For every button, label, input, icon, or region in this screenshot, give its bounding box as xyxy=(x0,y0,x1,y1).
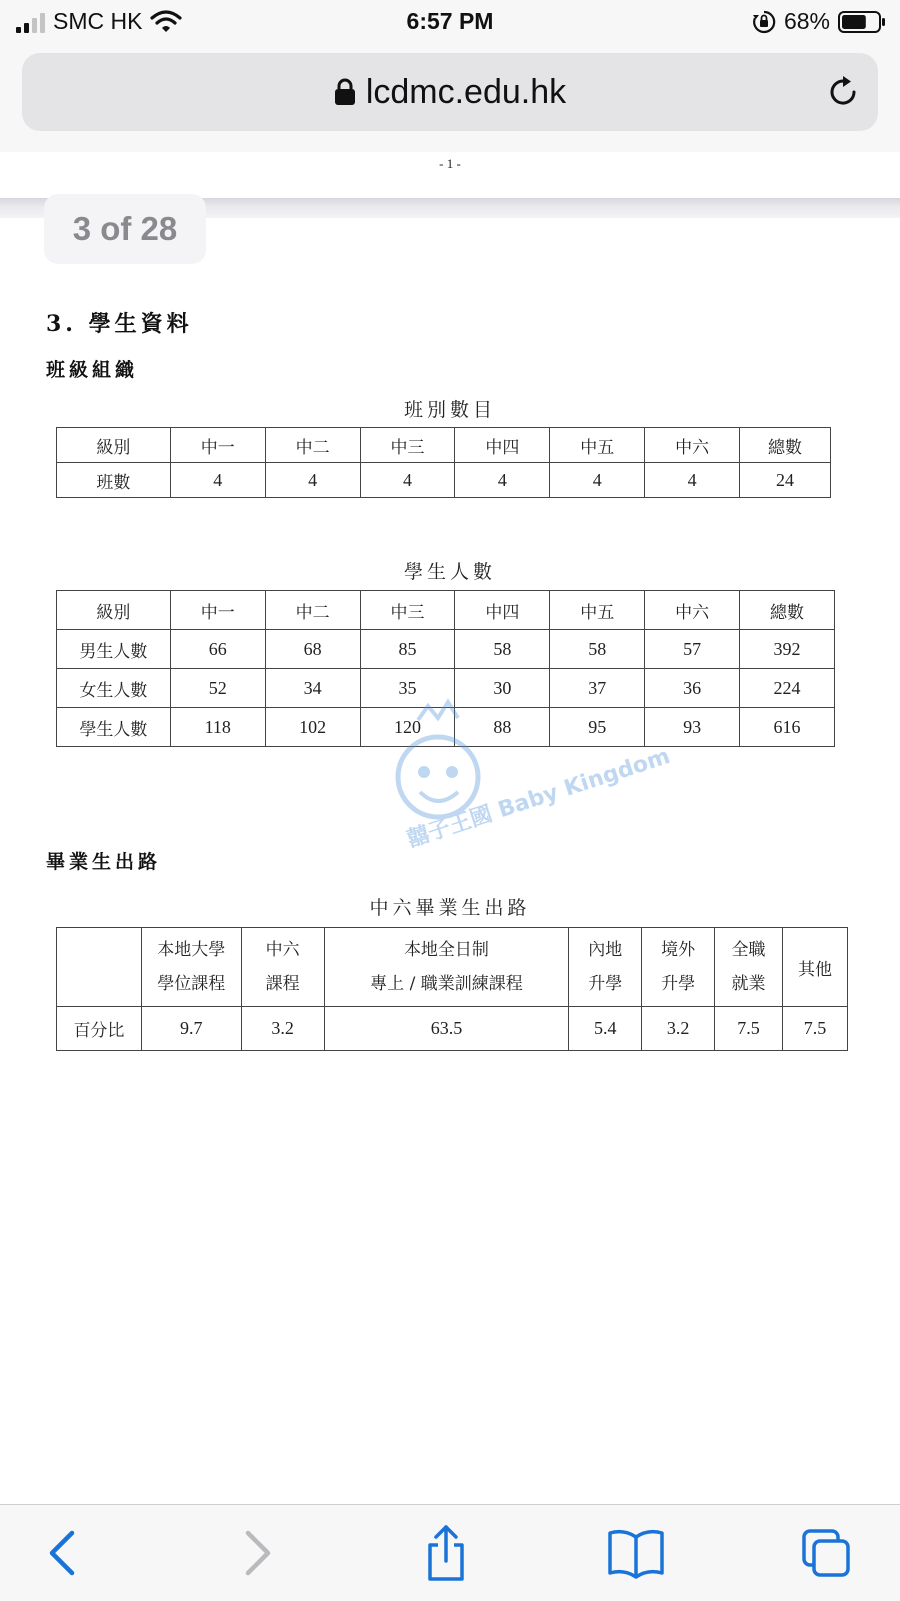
student-count-caption: 學生人數 xyxy=(403,561,496,583)
graduates-table xyxy=(56,927,848,1051)
table-cell: 4 xyxy=(455,463,550,498)
table-header-cell: 中四 xyxy=(455,591,550,630)
table-row xyxy=(57,630,835,669)
table-cell: 7.5 xyxy=(715,1007,783,1051)
header-line: 課程 xyxy=(265,974,300,994)
table-cell: 85 xyxy=(360,630,455,669)
table-cell: 班數 xyxy=(57,463,171,498)
table-cell: 30 xyxy=(455,669,550,708)
browser-toolbar xyxy=(0,1504,900,1601)
pdf-viewer[interactable] xyxy=(0,152,900,1504)
table-cell: 63.5 xyxy=(324,1007,569,1051)
table-cell: 4 xyxy=(265,463,360,498)
url-text: lcdmc.edu.hk xyxy=(365,72,567,111)
table-cell: 學生人數 xyxy=(57,708,171,747)
table-header-cell: 中六 xyxy=(645,591,740,630)
table-cell: 34 xyxy=(265,669,360,708)
table-cell: 616 xyxy=(740,708,835,747)
table-header-row xyxy=(57,591,835,630)
header-line: 全職 xyxy=(731,940,766,960)
status-bar xyxy=(0,0,900,46)
table-header-cell xyxy=(141,928,241,1007)
table-cell: 百分比 xyxy=(57,1007,142,1051)
class-org-heading: 班級組織 xyxy=(46,359,139,381)
header-line: 學位課程 xyxy=(157,974,226,994)
table-cell: 4 xyxy=(550,463,645,498)
battery-percent: 68% xyxy=(783,8,830,34)
table-cell: 35 xyxy=(360,669,455,708)
table-header-cell: 中一 xyxy=(170,591,265,630)
section-title: 3. 學生資料 xyxy=(46,311,193,337)
table-cell: 57 xyxy=(645,630,740,669)
table-header-cell: 總數 xyxy=(740,428,831,463)
class-count-table xyxy=(56,427,831,498)
table-cell: 7.5 xyxy=(783,1007,848,1051)
padlock-icon xyxy=(334,78,356,106)
graduates-caption: 中六畢業生出路 xyxy=(369,897,531,919)
forward-icon[interactable] xyxy=(226,1525,286,1581)
header-line: 內地 xyxy=(588,940,623,960)
graduates-heading: 畢業生出路 xyxy=(46,851,162,873)
header-line: 本地全日制 xyxy=(403,940,489,960)
table-cell: 36 xyxy=(645,669,740,708)
table-header-cell: 級別 xyxy=(57,591,171,630)
address-bar[interactable] xyxy=(22,53,878,131)
watermark-text: 囍子王國 Baby Kingdom xyxy=(404,744,674,853)
table-cell: 102 xyxy=(265,708,360,747)
status-time: 6:57 PM xyxy=(406,8,494,34)
table-cell: 女生人數 xyxy=(57,669,171,708)
table-header-cell xyxy=(324,928,569,1007)
table-cell: 37 xyxy=(550,669,645,708)
header-line: 升學 xyxy=(661,974,696,994)
table-header-cell: 中三 xyxy=(360,591,455,630)
previous-page-footer: - 1 - xyxy=(439,156,461,171)
table-header-cell: 級別 xyxy=(57,428,171,463)
table-header-cell: 總數 xyxy=(740,591,835,630)
table-header-cell xyxy=(715,928,783,1007)
table-header-cell: 中六 xyxy=(645,428,740,463)
table-cell: 24 xyxy=(740,463,831,498)
table-header-row xyxy=(57,928,848,1007)
table-cell: 4 xyxy=(170,463,265,498)
table-header-cell xyxy=(642,928,715,1007)
table-row xyxy=(57,1007,848,1051)
header-line: 中六 xyxy=(265,940,300,960)
table-header-cell: 中二 xyxy=(265,428,360,463)
table-header-cell: 中三 xyxy=(360,428,455,463)
share-icon[interactable] xyxy=(416,1525,476,1581)
orientation-lock-icon xyxy=(752,10,776,34)
url-display xyxy=(22,53,878,131)
class-count-caption: 班別數目 xyxy=(403,399,496,421)
table-header-cell: 中四 xyxy=(455,428,550,463)
header-line: 專上 / 職業訓練課程 xyxy=(370,974,523,994)
table-cell: 88 xyxy=(455,708,550,747)
table-header-cell: 中五 xyxy=(550,591,645,630)
table-cell: 4 xyxy=(645,463,740,498)
table-header-cell xyxy=(569,928,642,1007)
table-cell: 5.4 xyxy=(569,1007,642,1051)
header-line: 就業 xyxy=(731,974,766,994)
table-cell: 66 xyxy=(170,630,265,669)
table-cell: 3.2 xyxy=(241,1007,324,1051)
table-cell: 93 xyxy=(645,708,740,747)
table-header-cell: 中二 xyxy=(265,591,360,630)
status-right xyxy=(752,8,886,35)
table-header-cell: 中五 xyxy=(550,428,645,463)
table-cell: 52 xyxy=(170,669,265,708)
table-cell: 120 xyxy=(360,708,455,747)
table-cell: 58 xyxy=(550,630,645,669)
table-row xyxy=(57,463,831,498)
header-line: 升學 xyxy=(588,974,623,994)
table-header-cell: 中一 xyxy=(170,428,265,463)
back-icon[interactable] xyxy=(34,1525,94,1581)
table-header-cell: 其他 xyxy=(783,928,848,1007)
table-cell: 4 xyxy=(360,463,455,498)
table-cell: 95 xyxy=(550,708,645,747)
header-line: 本地大學 xyxy=(157,940,226,960)
header-line: 境外 xyxy=(661,940,696,960)
table-cell: 392 xyxy=(740,630,835,669)
table-cell: 68 xyxy=(265,630,360,669)
browser-header xyxy=(0,46,900,153)
table-cell: 224 xyxy=(740,669,835,708)
tabs-icon[interactable] xyxy=(798,1525,858,1581)
carrier-name: SMC HK xyxy=(53,8,143,34)
bookmarks-icon[interactable] xyxy=(606,1525,666,1581)
table-header-cell xyxy=(57,928,142,1007)
page-indicator: 3 of 28 xyxy=(44,194,206,264)
table-cell: 9.7 xyxy=(141,1007,241,1051)
table-cell: 118 xyxy=(170,708,265,747)
table-header-row xyxy=(57,428,831,463)
table-cell: 3.2 xyxy=(642,1007,715,1051)
table-cell: 男生人數 xyxy=(57,630,171,669)
table-cell: 58 xyxy=(455,630,550,669)
battery-icon xyxy=(838,11,886,33)
reload-icon[interactable] xyxy=(824,73,862,111)
table-header-cell xyxy=(241,928,324,1007)
